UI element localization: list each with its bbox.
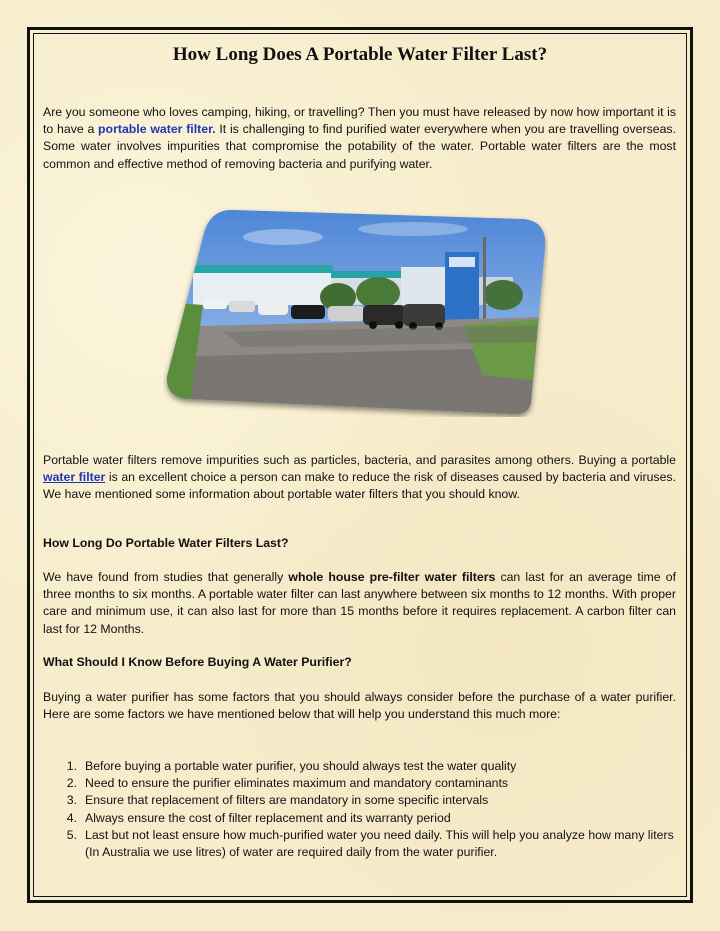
page-title: How Long Does A Portable Water Filter Last? <box>172 44 548 65</box>
paragraph-3 <box>43 569 676 638</box>
paragraph-2 <box>43 452 676 504</box>
list-item-number: 2. <box>66 776 77 791</box>
list-item <box>43 758 676 775</box>
list-item <box>43 792 676 809</box>
intro-text-1: Are you someone who loves camping, hiking, or travelling? Then you must have released by now how important it is to have a <box>43 105 676 137</box>
paragraph-3-bold: whole house pre-filter water filters <box>288 570 496 584</box>
list-item <box>43 775 676 792</box>
paragraph-4: Buying a water purifier has some factors that you should always consider before the purchase of a water purifier. Here are some factors we have mentioned below that will help you understand this much more: <box>43 690 676 722</box>
water-filter-link[interactable]: water filter <box>43 470 106 485</box>
buying-factors-list <box>43 758 676 861</box>
storefront-photo <box>163 207 548 417</box>
list-item-number: 3. <box>66 793 77 808</box>
heading-before-buying: What Should I Know Before Buying A Water Purifier? <box>43 655 352 669</box>
portable-water-filter-link[interactable]: portable water filter. <box>98 122 216 137</box>
paragraph-2-text-2: is an excellent choice a person can make to reduce the risk of diseases caused by bacteria and viruses. We have mentioned some information about portable water filters that you should know. <box>43 470 676 502</box>
paragraph-3-text-1: We have found from studies that generally <box>43 570 289 584</box>
list-item-text: Ensure that replacement of filters are mandatory in some specific intervals <box>85 793 489 808</box>
paragraph-2-text-1: Portable water filters remove impurities such as particles, bacteria, and parasites among others. Buying a portable <box>43 453 676 467</box>
heading-filters-last: How Long Do Portable Water Filters Last? <box>43 536 289 550</box>
list-item <box>43 810 676 827</box>
list-item-text: Need to ensure the purifier eliminates maximum and mandatory contaminants <box>85 776 509 791</box>
list-item-text: Always ensure the cost of filter replacement and its warranty period <box>85 810 451 825</box>
list-item-text: Before buying a portable water purifier, you should always test the water quality <box>85 759 517 773</box>
list-item-number: 4. <box>66 810 77 825</box>
list-item-number: 5. <box>66 827 77 842</box>
list-item-text: Last but not least ensure how much-purified water you need daily. This will help you analyze how many liters (In Australia we use litres) of water are required daily from the water purifier. <box>85 827 674 860</box>
paragraph-3-text-2: can last for an average time of three months to six months. A portable water filter can last anywhere between six months to 12 months. With proper care and minimum use, it can also last for more than 15 months before it requires replacement. A carbon filter can last for 12 Months. <box>43 570 676 636</box>
intro-paragraph <box>43 104 676 173</box>
list-item <box>43 827 676 861</box>
intro-text-2: It is challenging to find purified water everywhere when you are travelling overseas. Some water involves impurities that compromise the potability of the water. Portable water filters are the most common and effective method of removing bacteria and purifying water. <box>43 122 676 171</box>
list-item-number: 1. <box>66 759 77 773</box>
